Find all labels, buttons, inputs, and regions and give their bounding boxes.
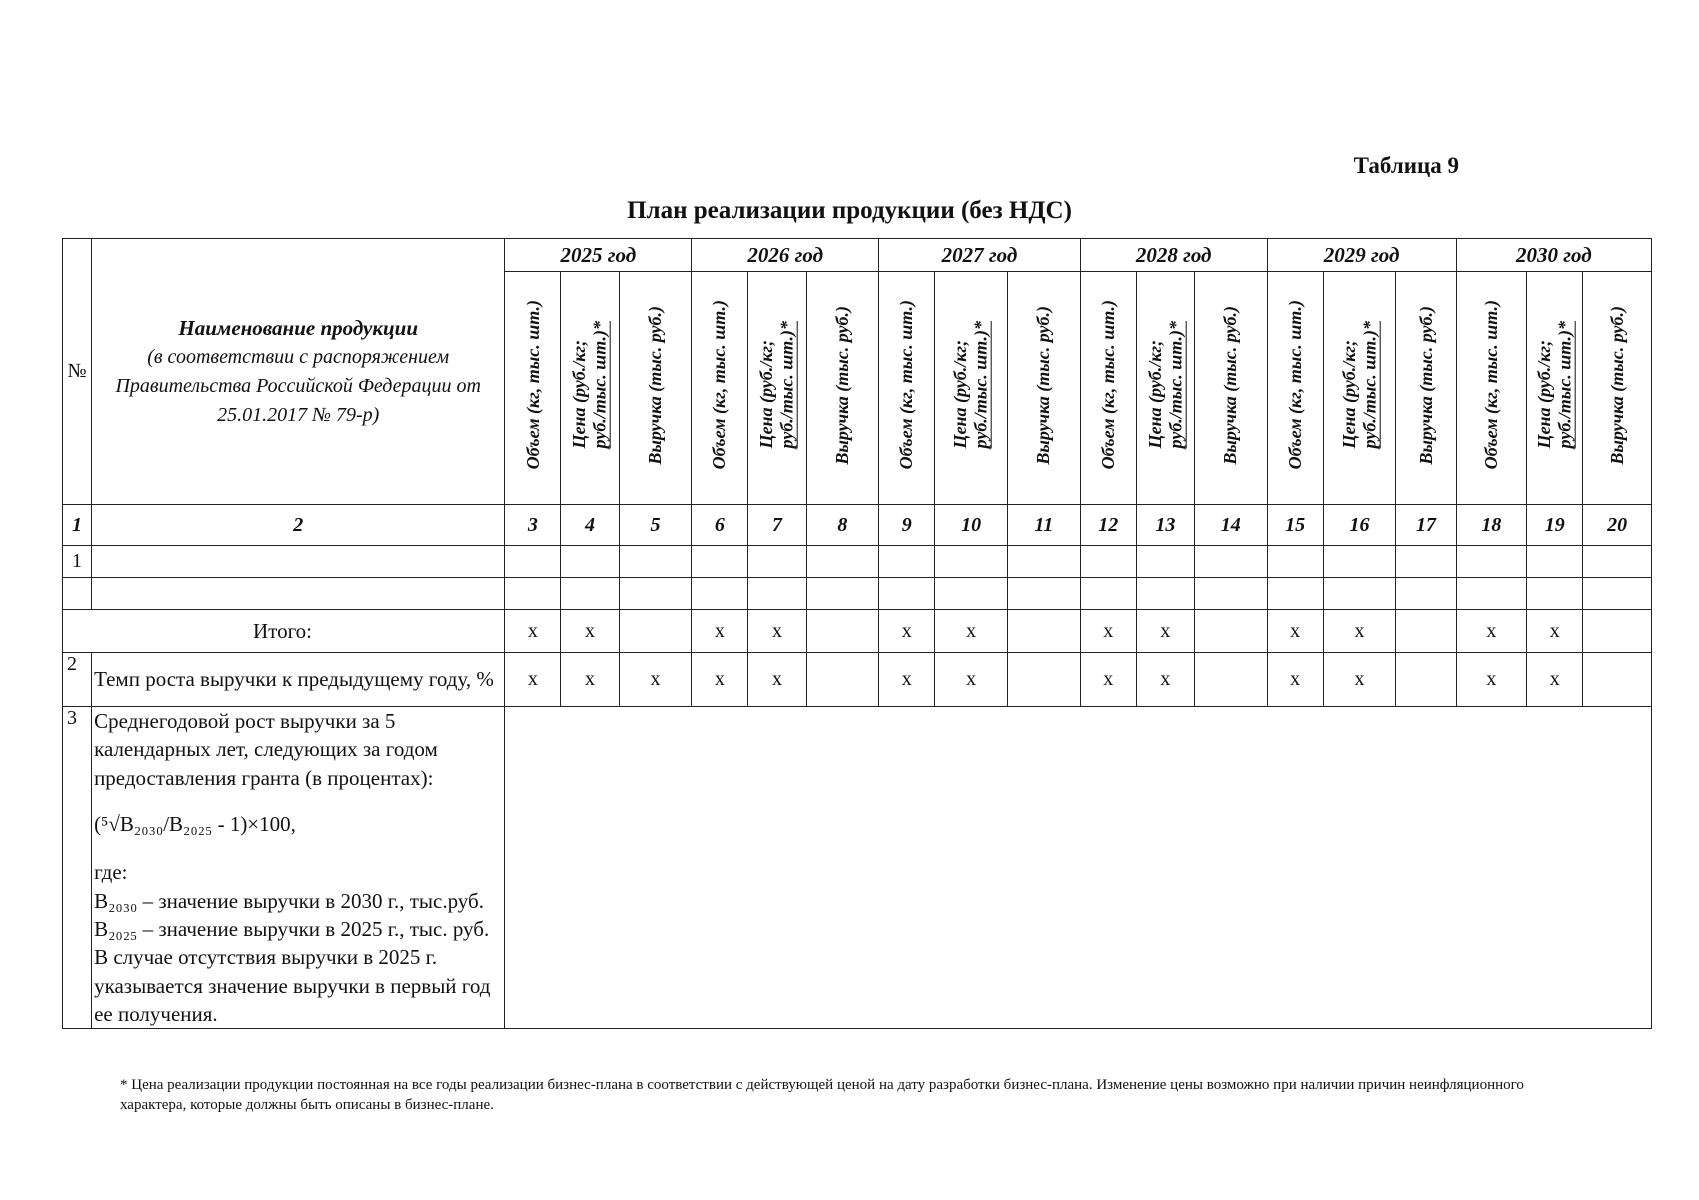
table-cell: x	[1456, 610, 1527, 653]
table-cell	[1007, 546, 1080, 578]
table-cell	[1527, 578, 1583, 610]
column-number: 18	[1456, 505, 1527, 546]
column-number: 15	[1267, 505, 1323, 546]
table-cell: x	[561, 610, 619, 653]
column-number: 16	[1323, 505, 1396, 546]
volume-header-text: Объем (кг, тыс. шт.)	[1284, 300, 1305, 470]
table-cell	[1396, 653, 1456, 707]
volume-header	[1456, 272, 1527, 505]
table-cell: x	[1527, 653, 1583, 707]
column-number: 3	[505, 505, 561, 546]
table-cell	[1007, 653, 1080, 707]
year-2029-header: 2029 год	[1267, 239, 1456, 272]
price-header	[748, 272, 806, 505]
table-cell: x	[1080, 610, 1136, 653]
table-cell: x	[935, 610, 1008, 653]
table-cell	[1583, 610, 1652, 653]
table-cell	[1396, 546, 1456, 578]
price-header-line1: Цена (руб./кг;	[950, 340, 971, 449]
volume-header	[505, 272, 561, 505]
table-label: Таблица 9	[1353, 153, 1459, 178]
revenue-header	[619, 272, 692, 505]
sales-plan-table	[62, 238, 1652, 1029]
revenue-header	[1396, 272, 1456, 505]
table-cell	[1194, 578, 1267, 610]
table-cell	[748, 546, 806, 578]
table-cell: x	[505, 610, 561, 653]
column-number: 14	[1194, 505, 1267, 546]
price-header-text	[1534, 321, 1575, 448]
table-cell	[1583, 653, 1652, 707]
definition-2025: B₂₀₂₅ – значение выручки в 2025 г., тыс. руб. В случае отсутствия выручки в 2025 г. указывается значение выручки в первый год ее получения.	[94, 917, 491, 1027]
table-cell	[806, 578, 879, 610]
column-number: 13	[1136, 505, 1194, 546]
growth-rate-label: Темп роста выручки к предыдущему году, %	[92, 653, 505, 707]
revenue-header-text: Выручка (тыс. руб.)	[1220, 305, 1241, 465]
price-header-text	[1339, 321, 1380, 448]
product-name-title: Наименование продукции	[178, 315, 418, 340]
table-cell: x	[935, 653, 1008, 707]
table-cell	[1323, 578, 1396, 610]
price-header-text	[569, 321, 610, 448]
table-cell	[1194, 546, 1267, 578]
year-2027-header: 2027 год	[879, 239, 1080, 272]
empty-merged-cell	[505, 707, 1652, 1029]
column-number: 9	[879, 505, 935, 546]
product-name-cell	[92, 578, 505, 610]
average-growth-row	[63, 707, 1652, 1029]
table-cell	[935, 546, 1008, 578]
definition-2030: B₂₀₃₀ – значение выручки в 2030 г., тыс.руб.	[94, 888, 484, 913]
table-cell	[1396, 610, 1456, 653]
revenue-header-text: Выручка (тыс. руб.)	[645, 305, 666, 465]
total-label: Итого:	[63, 610, 505, 653]
table-cell: x	[1456, 653, 1527, 707]
column-number-row	[63, 505, 1652, 546]
table-row	[63, 578, 1652, 610]
price-header-line2: руб./тыс. шт.)*	[1165, 321, 1186, 449]
table-cell: x	[1267, 610, 1323, 653]
year-2025-header: 2025 год	[505, 239, 692, 272]
product-name-header	[92, 239, 505, 505]
volume-header-text: Объем (кг, тыс. шт.)	[1097, 300, 1118, 470]
price-header-line1: Цена (руб./кг;	[1534, 340, 1555, 449]
year-2030-header: 2030 год	[1456, 239, 1651, 272]
price-header-line1: Цена (руб./кг;	[1144, 340, 1165, 449]
table-cell	[1136, 546, 1194, 578]
table-cell: x	[1267, 653, 1323, 707]
table-cell	[1456, 546, 1527, 578]
table-cell	[619, 546, 692, 578]
table-row	[63, 546, 1652, 578]
table-cell: x	[692, 610, 748, 653]
table-cell	[561, 578, 619, 610]
table-cell: x	[748, 610, 806, 653]
column-number: 17	[1396, 505, 1456, 546]
table-cell: x	[1136, 653, 1194, 707]
table-cell	[505, 578, 561, 610]
price-header	[561, 272, 619, 505]
price-header-line1: Цена (руб./кг;	[1338, 340, 1359, 449]
growth-formula: (⁵√B₂₀₃₀/B₂₀₂₅ - 1)×100,	[94, 812, 296, 837]
table-cell: x	[561, 653, 619, 707]
column-number: 19	[1527, 505, 1583, 546]
price-header-text	[1145, 321, 1186, 448]
table-cell: x	[692, 653, 748, 707]
column-number: 1	[63, 505, 92, 546]
revenue-header	[1007, 272, 1080, 505]
table-cell	[1396, 578, 1456, 610]
price-header-line2: руб./тыс. шт.)*	[971, 321, 992, 449]
table-cell	[806, 653, 879, 707]
table-cell: x	[619, 653, 692, 707]
table-cell	[1007, 610, 1080, 653]
volume-header	[1080, 272, 1136, 505]
column-number: 7	[748, 505, 806, 546]
revenue-header-text: Выручка (тыс. руб.)	[1415, 305, 1436, 465]
volume-header-text: Объем (кг, тыс. шт.)	[522, 300, 543, 470]
table-cell	[879, 546, 935, 578]
average-growth-label: Среднегодовой рост выручки за 5 календарных лет, следующих за годом предоставления гранта (в процентах):	[94, 709, 438, 790]
table-cell: x	[505, 653, 561, 707]
table-cell	[561, 546, 619, 578]
row-number: 3	[63, 707, 92, 1029]
table-cell	[692, 546, 748, 578]
total-row	[63, 610, 1652, 653]
table-cell: x	[1323, 610, 1396, 653]
column-number: 20	[1583, 505, 1652, 546]
volume-header-text: Объем (кг, тыс. шт.)	[896, 300, 917, 470]
price-header-text	[950, 321, 991, 448]
price-header-line2: руб./тыс. шт.)*	[776, 321, 797, 449]
year-2028-header: 2028 год	[1080, 239, 1267, 272]
revenue-header	[1194, 272, 1267, 505]
table-cell	[1080, 578, 1136, 610]
column-number: 2	[92, 505, 505, 546]
column-number: 6	[692, 505, 748, 546]
price-header-text	[756, 321, 797, 448]
table-cell	[1267, 578, 1323, 610]
row-number	[63, 578, 92, 610]
table-cell	[1194, 653, 1267, 707]
product-name-cell	[92, 546, 505, 578]
price-header	[935, 272, 1008, 505]
price-header-line2: руб./тыс. шт.)*	[1359, 321, 1380, 449]
year-2026-header: 2026 год	[692, 239, 879, 272]
table-cell	[619, 578, 692, 610]
price-header-line1: Цена (руб./кг;	[569, 340, 590, 449]
table-cell: x	[748, 653, 806, 707]
price-header	[1136, 272, 1194, 505]
table-cell	[879, 578, 935, 610]
table-cell	[1527, 546, 1583, 578]
table-cell: x	[1527, 610, 1583, 653]
no-header: №	[63, 239, 92, 505]
table-cell	[1323, 546, 1396, 578]
volume-header	[879, 272, 935, 505]
table-cell	[1456, 578, 1527, 610]
year-header-row	[63, 239, 1652, 272]
column-number: 4	[561, 505, 619, 546]
revenue-header	[806, 272, 879, 505]
average-growth-cell	[92, 707, 505, 1029]
column-number: 12	[1080, 505, 1136, 546]
table-cell	[806, 546, 879, 578]
table-cell	[806, 610, 879, 653]
table-cell	[748, 578, 806, 610]
row-number: 1	[63, 546, 92, 578]
revenue-header-text: Выручка (тыс. руб.)	[1033, 305, 1054, 465]
table-cell: x	[1080, 653, 1136, 707]
table-cell: x	[1323, 653, 1396, 707]
table-cell	[1080, 546, 1136, 578]
column-number: 5	[619, 505, 692, 546]
price-header	[1527, 272, 1583, 505]
revenue-header	[1583, 272, 1652, 505]
table-cell	[692, 578, 748, 610]
table-cell	[935, 578, 1008, 610]
table-cell	[1007, 578, 1080, 610]
document-title: План реализации продукции (без НДС)	[627, 197, 1072, 224]
growth-rate-row	[63, 653, 1652, 707]
table-cell	[1194, 610, 1267, 653]
column-number: 10	[935, 505, 1008, 546]
column-number: 8	[806, 505, 879, 546]
price-header-line1: Цена (руб./кг;	[756, 340, 777, 449]
row-number: 2	[63, 653, 92, 707]
column-number: 11	[1007, 505, 1080, 546]
table-cell	[505, 546, 561, 578]
revenue-header-text: Выручка (тыс. руб.)	[1606, 305, 1627, 465]
where-label: где:	[94, 860, 128, 885]
product-name-note: (в соответствии с распоряжением Правительства Российской Федерации от 25.01.2017 № 79-р)	[115, 346, 481, 427]
revenue-header-text: Выручка (тыс. руб.)	[832, 305, 853, 465]
volume-header	[1267, 272, 1323, 505]
table-cell	[1583, 546, 1652, 578]
volume-header	[692, 272, 748, 505]
footnote: * Цена реализации продукции постоянная на все годы реализации бизнес-плана в соответствии с действующей ценой на дату разработки бизнес-плана. Изменение цены возможно при наличии причин неинфляционного характера, которые должны быть описаны в бизнес-плане.	[120, 1077, 1524, 1114]
table-cell: x	[879, 653, 935, 707]
volume-header-text: Объем (кг, тыс. шт.)	[1481, 300, 1502, 470]
table-cell	[619, 610, 692, 653]
table-cell	[1583, 578, 1652, 610]
table-cell: x	[879, 610, 935, 653]
price-header-line2: руб./тыс. шт.)*	[590, 321, 611, 449]
volume-header-text: Объем (кг, тыс. шт.)	[709, 300, 730, 470]
price-header-line2: руб./тыс. шт.)*	[1554, 321, 1575, 449]
table-cell	[1136, 578, 1194, 610]
table-cell	[1267, 546, 1323, 578]
price-header	[1323, 272, 1396, 505]
table-cell: x	[1136, 610, 1194, 653]
